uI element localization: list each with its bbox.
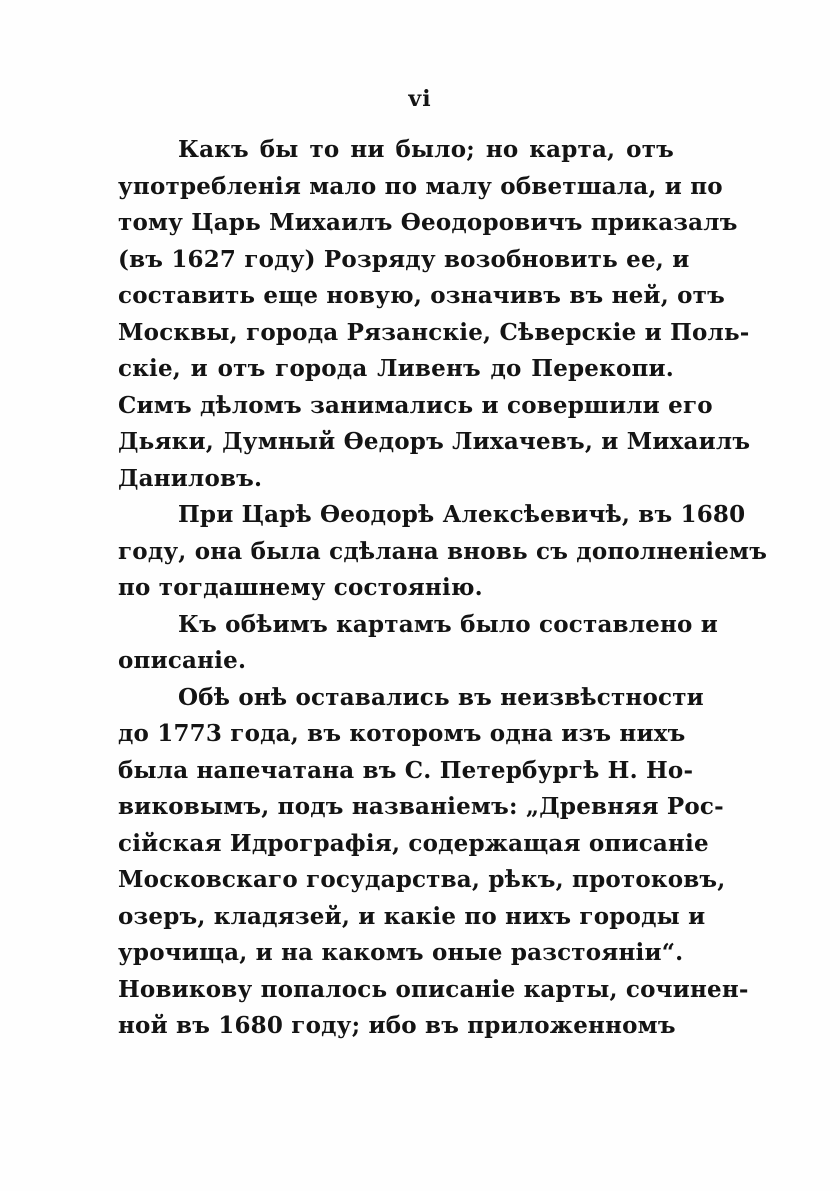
text-line: скіе, и отъ города Ливенъ до Перекопи. <box>118 355 674 382</box>
text-line: озеръ, кладязей, и какіе по нихъ городы и <box>118 902 706 930</box>
text-line: составить еще новую, означивъ въ ней, отъ <box>118 282 725 309</box>
text-line: При Царѣ Ѳеодорѣ Алексѣевичѣ, въ 1680 <box>178 501 746 528</box>
text-line: урочища, и на какомъ оные разстояніи“. <box>118 939 684 966</box>
text-line: виковымъ, подъ названіемъ: „Древняя Рос- <box>118 793 724 820</box>
paragraph-3 <box>118 607 719 680</box>
text-line: была напечатана въ С. Петербургѣ Н. Но- <box>118 756 694 784</box>
paragraph-2 <box>118 497 768 607</box>
text-line: Къ обѣимъ картамъ было составлено и <box>178 610 719 638</box>
text-line: ной въ 1680 году; ибо въ приложенномъ <box>118 1012 676 1039</box>
text-line: Москвы, города Рязанскіе, Сѣверскіе и Поль- <box>118 318 750 346</box>
page-number: vi <box>408 86 432 112</box>
text-line: Симъ дѣломъ занимались и совершили его <box>118 391 713 419</box>
text-line: сійская Идрографія, содержащая описаніе <box>118 829 709 857</box>
text-line: Московскаго государства, рѣкъ, протоковъ, <box>118 866 726 893</box>
text-line: тому Царь Михаилъ Ѳеодоровичъ приказалъ <box>118 209 738 236</box>
paragraph-4 <box>118 680 749 1045</box>
text-line: по тогдашнему состоянію. <box>118 574 483 601</box>
text-line: Обѣ онѣ оставались въ неизвѣстности <box>178 683 704 711</box>
text-line: Какъ бы то ни было; но карта, отъ <box>178 136 674 163</box>
text-line: описаніе. <box>118 647 247 674</box>
text-line: до 1773 года, въ которомъ одна изъ нихъ <box>118 720 686 747</box>
text-line: Новикову попалось описаніе карты, сочинен- <box>118 975 749 1003</box>
text-line: году, она была сдѣлана вновь съ дополненіемъ <box>118 537 768 565</box>
text-line: Даниловъ. <box>118 464 263 492</box>
text-line: Дьяки, Думный Ѳедоръ Лихачевъ, и Михаилъ <box>118 428 751 455</box>
text-line: (въ 1627 году) Розряду возобновить ее, и <box>118 245 690 273</box>
body-text <box>118 132 768 1045</box>
paragraph-1 <box>118 132 751 497</box>
text-line: употребленія мало по малу обветшала, и по <box>118 172 723 200</box>
